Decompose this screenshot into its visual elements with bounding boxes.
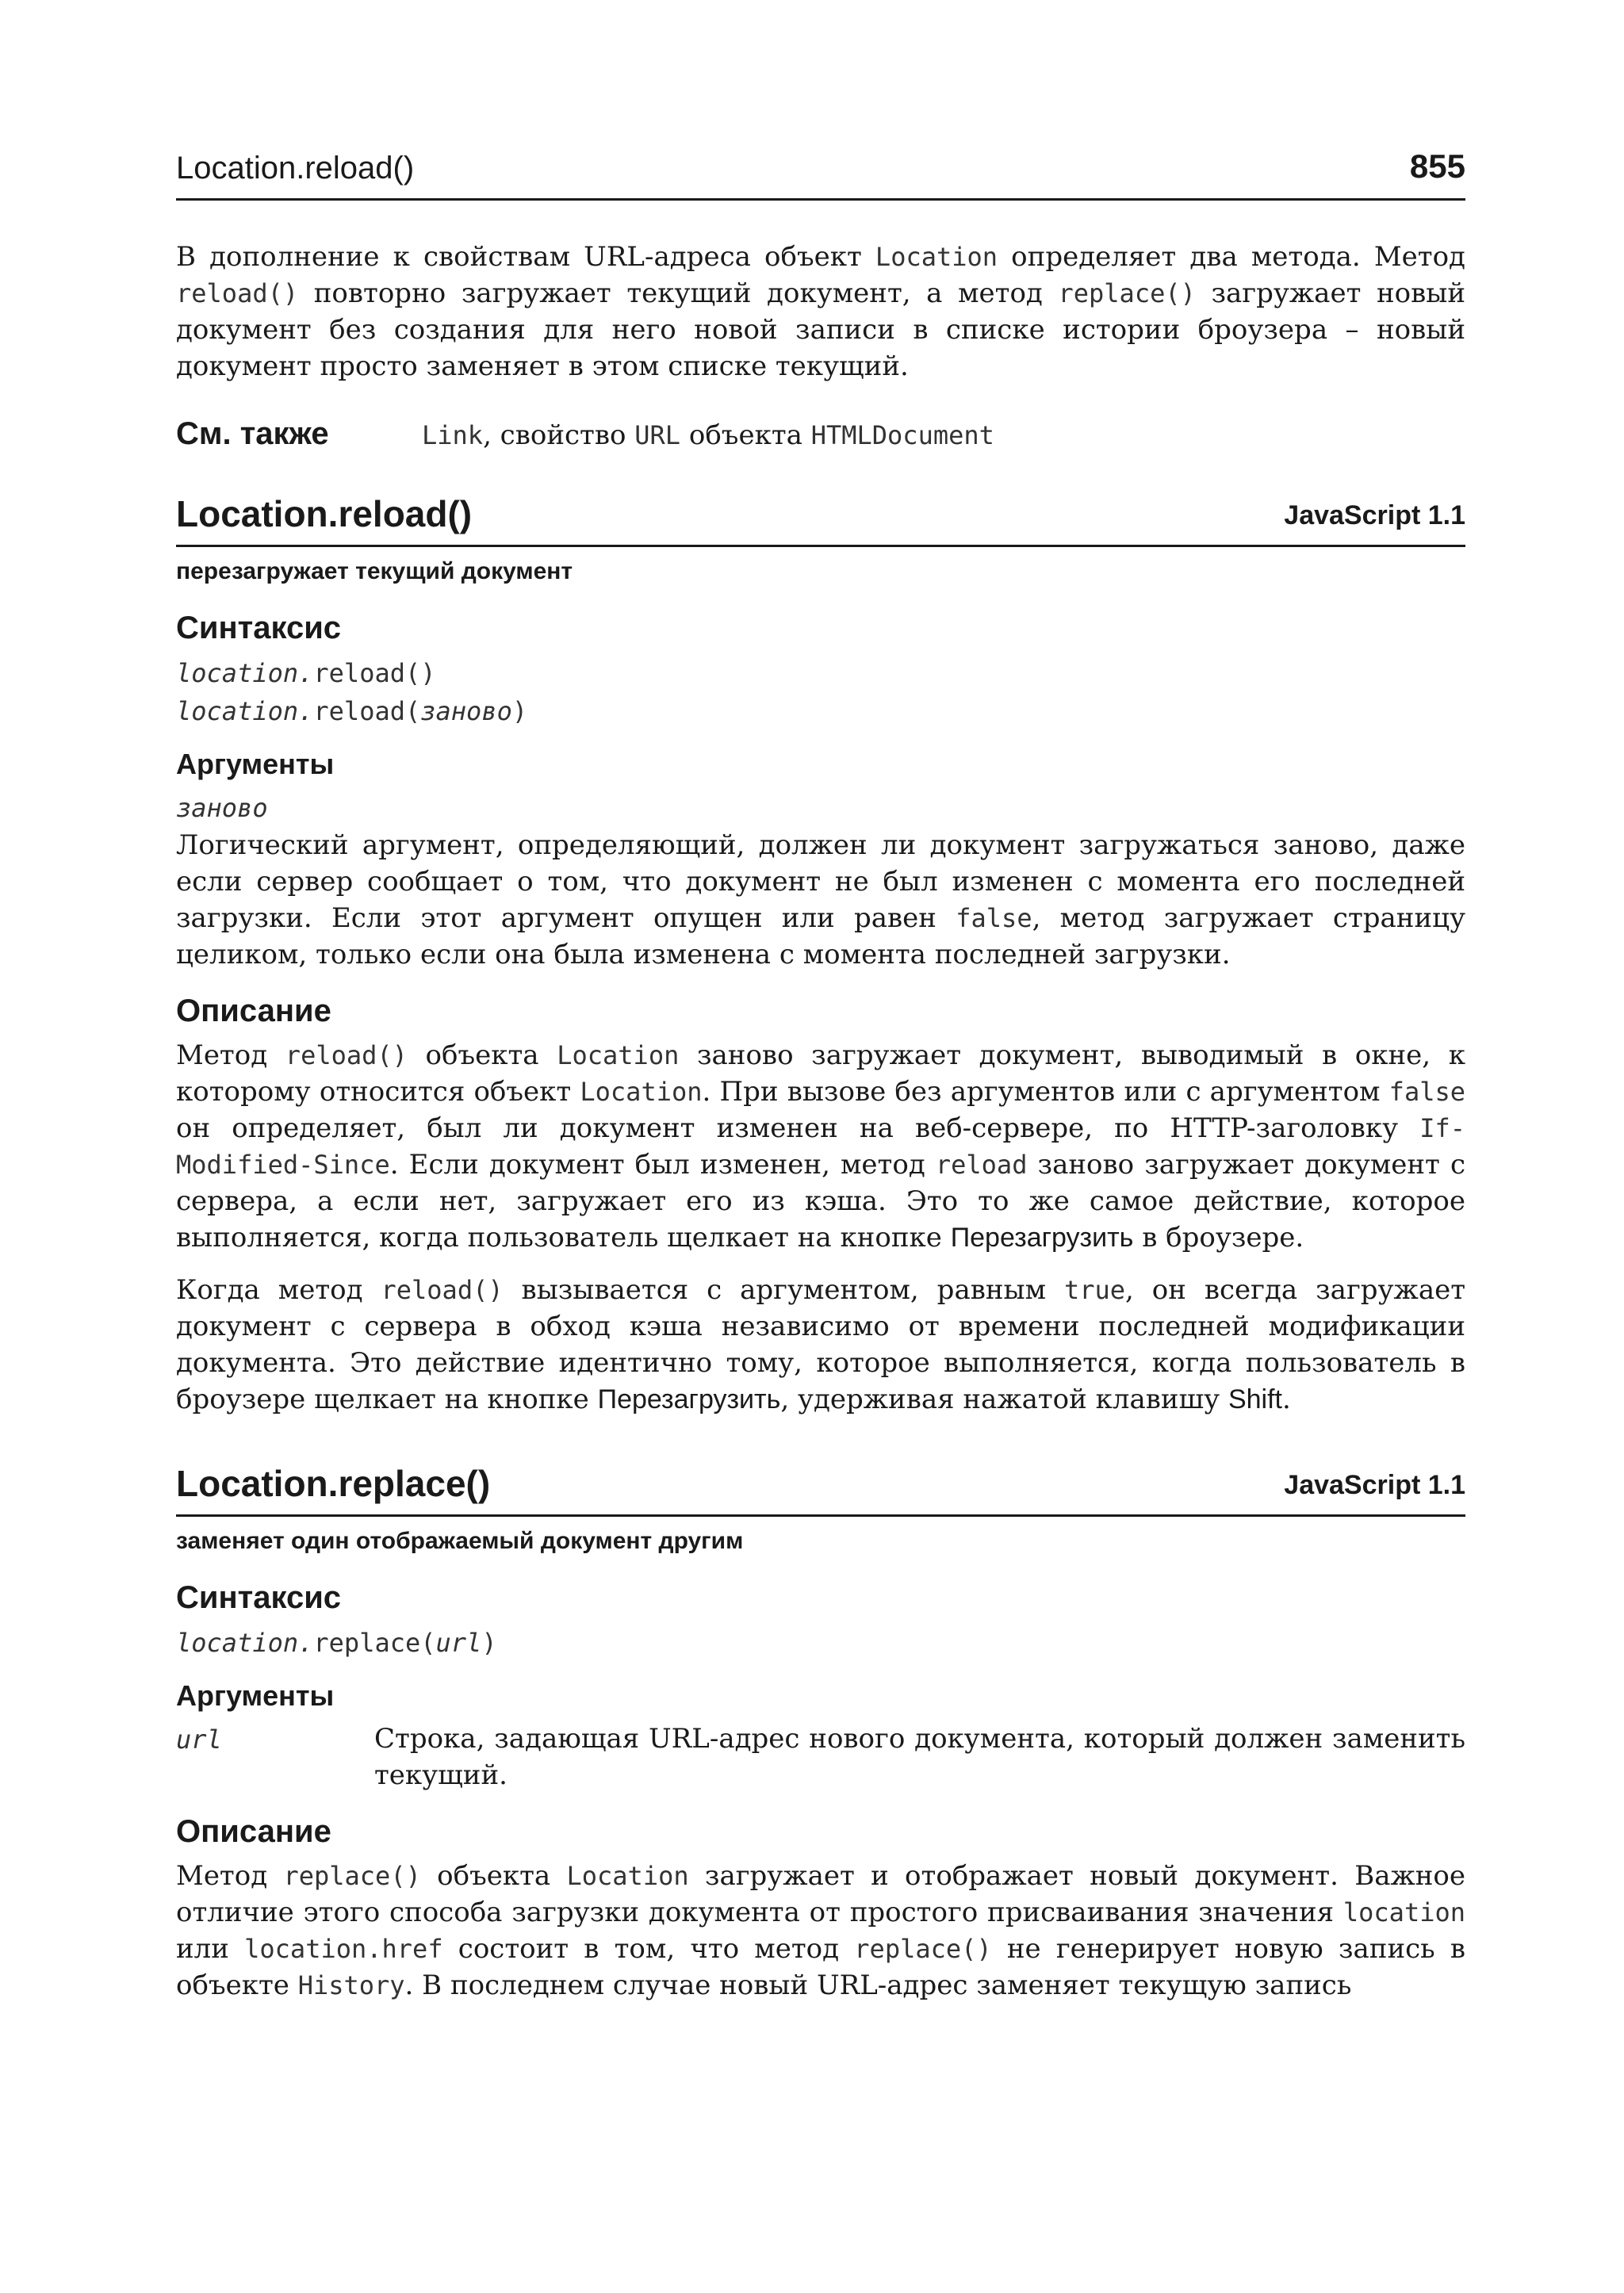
replace-arg-description: Строка, задающая URL-адрес нового документа, который должен заменить текущий. [374, 1723, 1465, 1791]
reload-summary: перезагружает текущий документ [176, 558, 573, 584]
reload-entry-title: Location.reload() [176, 493, 473, 534]
page-number: 855 [1409, 147, 1465, 185]
replace-entry-header [176, 1456, 1465, 1517]
reload-args-heading: Аргументы [176, 748, 335, 780]
running-title: Location.reload() [176, 151, 415, 186]
see-also-refs: Link, свойство URL объекта HTMLDocument [422, 419, 994, 451]
reload-syntax-heading: Синтаксис [176, 611, 342, 645]
replace-version: JavaScript 1.1 [1284, 1470, 1465, 1500]
reload-entry-header [176, 486, 1465, 547]
replace-arg-row [176, 1721, 1465, 1793]
see-also [176, 412, 1465, 459]
reload-description-p1: Метод reload() объекта Location заново загружает документ, выводимый в окне, к которому относится объект Location. При вызове без аргументов или с аргументом false он определяет, был ли документ изменен на веб-сервере, по HTTP-заголовку If-Modified-Since. Если документ был изменен, метод reload заново загружает документ с сервера, а если нет, загружает его из кэша. Это то же самое действие, которое выполняется, когда пользователь щелкает на кнопке Перезагрузить в броузере. [176, 1039, 1466, 1254]
replace-summary: заменяет один отображаемый документ другим [176, 1528, 744, 1554]
reload-syntax-1: location.reload() [176, 658, 436, 688]
reload-description-heading: Описание [176, 993, 331, 1028]
reload-description-p2: Когда метод reload() вызывается с аргументом, равным true, он всегда загружает документ с сервера в обход кэша независимо от времени последней модификации документа. Это действие идентично тому, которое выполняется, когда пользователь в броузере щелкает на кнопке Перезагрузить, удерживая нажатой клавишу Shift. [176, 1274, 1466, 1415]
replace-arg-name: url [176, 1725, 222, 1755]
replace-syntax-heading: Синтаксис [176, 1580, 342, 1615]
reload-version: JavaScript 1.1 [1284, 500, 1465, 530]
running-header [176, 143, 1465, 201]
page [176, 143, 1465, 2004]
replace-description-p1: Метод replace() объекта Location загружает и отображает новый документ. Важное отличие этого способа загрузки документа от простого присваивания значения location или location.href состоит в том, что метод replace() не генерирует новую запись в объекте History. В последнем случае новый URL-адрес заменяет текущую запись [176, 1860, 1465, 2001]
see-also-label: См. также [176, 416, 329, 451]
replace-entry-title: Location.replace() [176, 1463, 491, 1504]
reload-arg-name: заново [176, 793, 268, 823]
replace-args-heading: Аргументы [176, 1679, 335, 1712]
reload-syntax-2: location.reload(заново) [176, 696, 528, 726]
reload-arg-description: Логический аргумент, определяющий, должен ли документ загружаться заново, даже если сервер сообщает о том, что документ не был изменен с момента его последней загрузки. Если этот аргумент опущен или равен false, метод загружает страницу целиком, только если она была изменена с момента последней загрузки. [176, 829, 1465, 970]
replace-description-heading: Описание [176, 1814, 331, 1849]
replace-syntax: location.replace(url) [176, 1628, 497, 1658]
intro-paragraph: В дополнение к свойствам URL-адреса объект Location определяет два метода. Метод reload() повторно загружает текущий документ, а метод replace() загружает новый документ без создания для него новой записи в списке истории броузера – новый документ просто заменяет в этом списке текущий. [176, 241, 1465, 382]
